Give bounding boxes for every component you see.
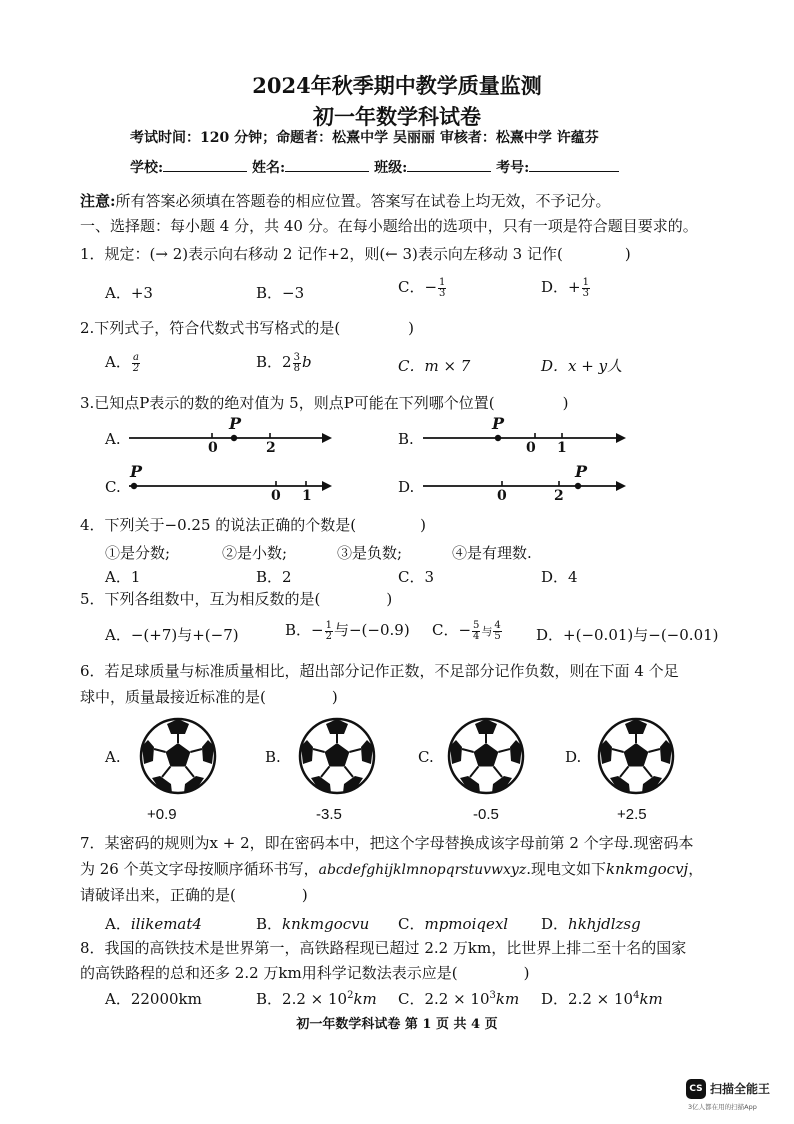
q3-option-d[interactable]: D. (398, 478, 415, 496)
q3d-tick-0: 0 (497, 488, 507, 504)
point-p (495, 435, 501, 441)
q8-option-b[interactable] (256, 988, 377, 1009)
question-6 (80, 686, 338, 707)
arrow-icon (616, 481, 626, 491)
q3b-tick-0: 0 (526, 440, 536, 456)
q5-c-fraction1 (472, 621, 480, 642)
question-8 (80, 962, 529, 983)
name-field[interactable] (285, 157, 369, 172)
q2-option-c[interactable]: C．m × 7 (398, 357, 471, 375)
question-3 (80, 392, 569, 413)
student-info-row (130, 157, 619, 177)
q7-alphabet: abcdefghijklmnopqrstuvwxyz (318, 862, 527, 878)
q6-option-d[interactable]: D. (565, 748, 582, 766)
q8-line-1: 8．我国的高铁技术是世界第一，高铁路程现已超过 2.2 万km，比世界上排二至十名的国家 (80, 939, 687, 957)
q2-stem: 2.下列式子，符合代数式书写格式的是( (80, 319, 341, 337)
exam-subtitle: 初一年数学科试卷 (313, 104, 481, 129)
point-p (231, 435, 237, 441)
q8-d-base: D．2.2 × 10 (541, 990, 634, 1008)
q8-b-unit: km (353, 990, 377, 1008)
watermark-tagline: 3亿人都在用的扫描App (688, 1103, 757, 1111)
q4-close: ) (420, 516, 426, 534)
q5-c-den2: 5 (494, 630, 501, 642)
q1-option-d[interactable] (541, 276, 591, 299)
class-label: 班级: (374, 160, 408, 176)
q4-statement-2: ②是小数; (222, 544, 288, 562)
name-label: 姓名: (252, 160, 286, 176)
q1-option-a[interactable]: A．+3 (105, 284, 153, 302)
notice-text: 所有答案必须填在答题卷的相应位置。答案写在试卷上均无效，不予记分。 (115, 192, 611, 210)
notice-label: 注意: (80, 192, 116, 210)
q4-statement-3: ③是负数; (337, 544, 403, 562)
q7-line-2-mid: .现电文如下 (526, 860, 606, 878)
school-field[interactable] (163, 157, 247, 172)
q4-option-d[interactable]: D．4 (541, 568, 578, 586)
q5-option-d[interactable]: D．+(−0.01)与−(−0.01) (536, 626, 719, 644)
watermark-name: 扫描全能王 (710, 1082, 771, 1096)
q5-b-den: 2 (325, 630, 332, 642)
q7-option-c[interactable] (398, 913, 508, 934)
q5-stem: 5．下列各组数中，互为相反数的是( (80, 590, 321, 608)
soccer-ball-icon[interactable] (446, 716, 526, 796)
q2-b-label: B．2 (256, 353, 292, 371)
q6-value-c: -0.5 (473, 806, 499, 823)
q4-statement-1: ①是分数; (105, 544, 171, 562)
q2-b-fraction (293, 353, 301, 374)
q3-option-a[interactable]: A. (105, 430, 121, 448)
q6-value-b: -3.5 (316, 806, 342, 823)
q2-b-den: 8 (293, 362, 300, 374)
q1-option-c[interactable] (398, 276, 447, 299)
q4-stem: 4．下列关于−0.25 的说法正确的个数是( (80, 516, 357, 534)
q4-statement-4: ④是有理数. (452, 544, 532, 562)
q7-c-label: C． (398, 915, 425, 933)
q1-close: ) (624, 245, 631, 263)
q7-d-value: hkhjdlzsg (568, 915, 641, 933)
q5-b-num: 1 (325, 619, 332, 631)
q8-option-c[interactable] (398, 988, 519, 1009)
q1-stem: 1．规定：(→ 2)表示向右移动 2 记作+2，则(← 3)表示向左移动 3 记作( (80, 245, 563, 263)
q7-c-value: mpmoiqexl (424, 915, 509, 933)
q3-close: ) (562, 394, 569, 412)
q7-cipher: knkmgocvj (605, 860, 689, 878)
arrow-icon (616, 433, 626, 443)
q3-option-b[interactable]: B. (398, 430, 414, 448)
notice (80, 190, 611, 211)
q5-c-sign: C．− (432, 621, 472, 639)
q6-value-d: +2.5 (617, 806, 647, 823)
q3d-tick-2: 2 (554, 488, 564, 504)
q8-c-base: C．2.2 × 10 (398, 990, 490, 1008)
soccer-ball-icon[interactable] (297, 716, 377, 796)
camscanner-logo-icon: CS (686, 1079, 706, 1099)
q5-option-c[interactable] (432, 619, 503, 642)
q3b-tick-1: 1 (557, 440, 567, 456)
q2-b-num: 3 (293, 351, 300, 363)
q8-b-base: B．2.2 × 10 (256, 990, 348, 1008)
q3-numberline-d (420, 468, 635, 508)
q5-b-rest: 与−(−0.9) (333, 621, 410, 639)
q3-stem: 3.已知点P表示的数的绝对值为 5，则点P可能在下列哪个位置( (80, 394, 495, 412)
q1-c-den: 3 (439, 287, 446, 299)
q1-c-num: 1 (439, 276, 446, 288)
q3d-p-label: P (575, 462, 588, 481)
q4-option-c[interactable]: C．3 (398, 568, 435, 586)
q2-a-fraction (132, 353, 140, 374)
q3a-tick-2: 2 (266, 440, 276, 456)
q6-value-a: +0.9 (147, 806, 177, 823)
page-footer: 初一年数学科试卷 第 1 页 共 4 页 (296, 1017, 498, 1032)
q3-option-c[interactable]: C. (105, 478, 121, 496)
class-field[interactable] (407, 157, 491, 172)
q5-c-num1: 5 (473, 619, 480, 631)
q6-line-2: 球中，质量最接近标准的是( (80, 688, 266, 706)
question-4 (80, 514, 426, 535)
q5-b-fraction (325, 621, 333, 642)
q5-close: ) (386, 590, 393, 608)
q6-option-c[interactable]: C. (418, 748, 434, 766)
q7-option-a[interactable] (105, 913, 202, 934)
point-p (575, 483, 581, 489)
q5-c-num2: 4 (494, 619, 501, 631)
q8-c-exp: 3 (489, 990, 496, 1001)
arrow-icon (322, 433, 332, 443)
q5-option-b[interactable] (285, 619, 410, 642)
q2-a-label: A． (105, 353, 131, 371)
q3a-p-label: P (229, 414, 242, 433)
q6-line-1: 6．若足球质量与标准质量相比，超出部分记作正数，不足部分记作负数，则在下面 4 个足 (80, 662, 679, 680)
q7-a-label: A． (105, 915, 131, 933)
q8-option-a[interactable]: A．22000km (105, 990, 202, 1008)
q8-d-unit: km (639, 990, 663, 1008)
q1-option-b[interactable]: B．−3 (256, 284, 305, 302)
q7-line-3: 请破译出来，正确的是( (80, 886, 236, 904)
q7-d-label: D． (541, 915, 569, 933)
q8-b-exp: 2 (347, 990, 354, 1001)
q7-line-1: 7．某密码的规则为x + 2，即在密码本中，把这个字母替换成该字母前第 2 个字母.现密码本 (80, 834, 694, 852)
q7-option-d[interactable] (541, 913, 641, 934)
q8-line-2: 的高铁路程的总和还多 2.2 万km用科学记数法表示应是( (80, 964, 458, 982)
question-2 (80, 317, 414, 338)
soccer-ball-icon[interactable] (596, 716, 676, 796)
q1-c-sign: C．− (398, 278, 438, 296)
q8-option-d[interactable] (541, 988, 663, 1009)
q7-b-label: B． (256, 915, 283, 933)
q1-d-num: 1 (582, 276, 589, 288)
q2-a-num: a (133, 351, 140, 363)
q8-d-exp: 4 (633, 990, 640, 1001)
q7-line-2-pre: 为 26 个英文字母按顺序循环书写， (80, 860, 319, 878)
question-7 (80, 884, 308, 905)
q7-b-value: knkmgocvu (282, 915, 370, 933)
q2-option-b[interactable] (256, 351, 312, 374)
q1-d-fraction (582, 278, 590, 299)
q3a-tick-0: 0 (208, 440, 218, 456)
number-label: 考号: (496, 160, 530, 176)
question-5 (80, 588, 392, 609)
q2-option-d[interactable]: D．x + y人 (541, 357, 623, 375)
q3c-tick-0: 0 (271, 488, 281, 504)
school-label: 学校: (130, 160, 164, 176)
arrow-icon (322, 481, 332, 491)
section-heading: 一、选择题：每小题 4 分，共 40 分。在每小题给出的选项中，只有一项是符合题目要求的。 (80, 217, 698, 235)
q8-c-unit: km (495, 990, 520, 1008)
q7-line-2 (80, 858, 703, 879)
q3b-p-label: P (492, 414, 505, 433)
q5-c-den1: 4 (473, 630, 480, 642)
q2-a-den: 2 (132, 362, 140, 374)
q7-line-2-post: ， (688, 860, 704, 878)
q5-option-a[interactable]: A．−(+7)与+(−7) (105, 626, 239, 644)
number-field[interactable] (529, 157, 619, 172)
exam-title: 2024年秋季期中教学质量监测 (252, 73, 542, 98)
q8-close: ) (523, 964, 530, 982)
q7-close: ) (301, 886, 308, 904)
soccer-ball-icon[interactable] (138, 716, 218, 796)
q5-c-fraction2 (493, 621, 501, 642)
point-p (131, 483, 137, 489)
q7-option-b[interactable] (256, 913, 369, 934)
q6-option-b[interactable]: B. (265, 748, 281, 766)
q5-b-sign: B．− (285, 621, 324, 639)
q4-option-a[interactable]: A．1 (105, 568, 141, 586)
q2-close: ) (408, 319, 415, 337)
q1-d-den: 3 (582, 287, 589, 299)
q7-a-value: ilikemat4 (130, 915, 202, 933)
q1-d-sign: D．+ (541, 278, 581, 296)
q2-option-a[interactable] (105, 351, 141, 374)
question-1 (80, 243, 631, 264)
q1-c-fraction (438, 278, 446, 299)
q5-c-and: 与 (481, 625, 493, 638)
q3c-tick-1: 1 (302, 488, 312, 504)
q6-close: ) (331, 688, 338, 706)
q3c-p-label: P (130, 462, 143, 481)
q6-option-a[interactable]: A. (105, 748, 121, 766)
q2-b-var: b (301, 353, 312, 371)
q4-option-b[interactable]: B．2 (256, 568, 292, 586)
exam-info: 考试时间：120 分钟；命题者：松熹中学 吴丽丽 审核者：松熹中学 许蕴芬 (130, 130, 599, 146)
